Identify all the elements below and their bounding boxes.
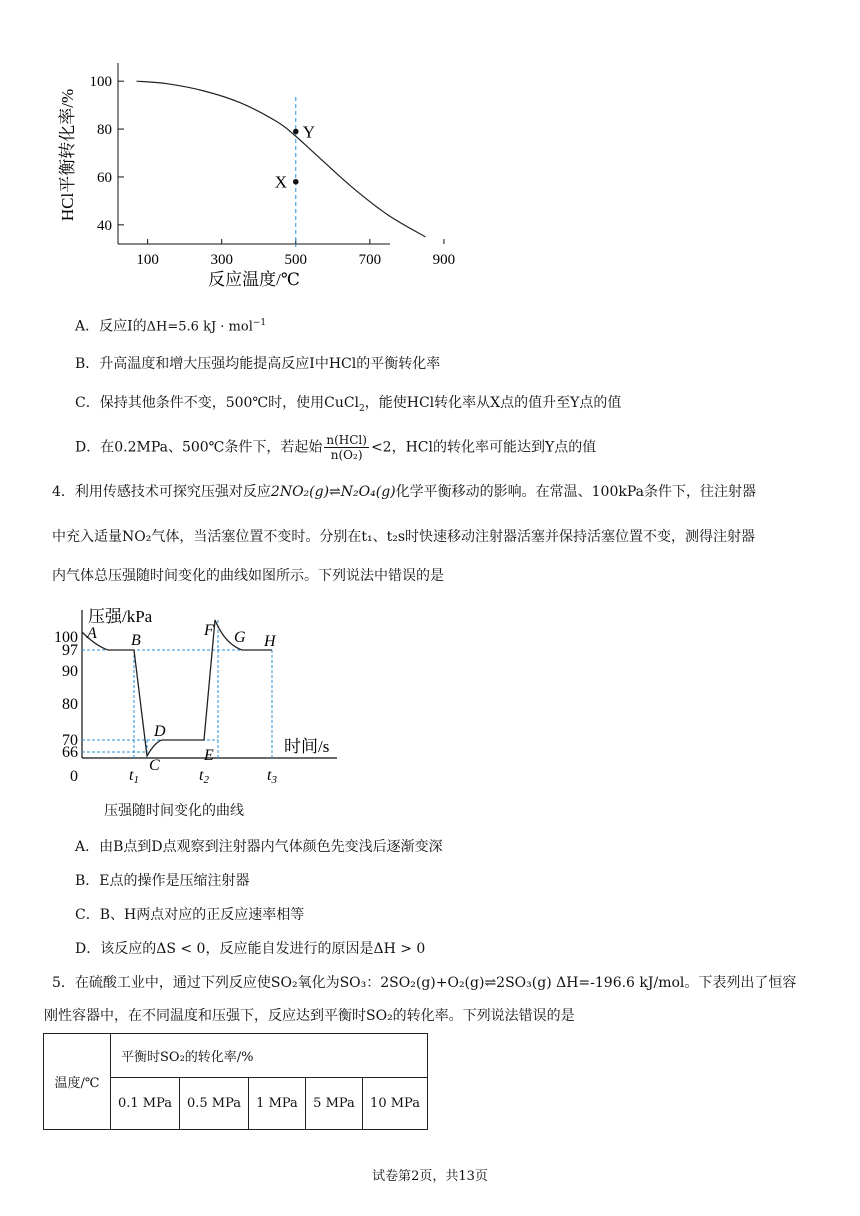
point-label-c: C [149,757,160,774]
y-tick-label: 40 [97,217,112,234]
option-d-suffix: <2，HCl的转化率可能达到Y点的值 [370,439,597,456]
column-header: 0.1 MPa [111,1078,180,1130]
q4-line1-prefix: 4．利用传感技术可探究压强对反应 [52,484,271,500]
y-tick-label: 100 [54,629,78,646]
option-d-fraction [324,433,369,462]
y-tick-label: 100 [89,74,112,91]
option-c-chem: CuCl [324,395,360,411]
q4-reaction: 2NO₂(g)⇌N₂O₄(g) [270,484,396,500]
column-header: 10 MPa [363,1078,428,1130]
point-label-h: H [264,633,276,650]
option-a-value: ΔH=5.6 kJ · mol [146,319,253,335]
column-header: 0.5 MPa [180,1078,249,1130]
x-tick-subscript: 2 [203,774,209,786]
x-tick-label: 300 [210,252,233,268]
x-tick-label: 500 [284,252,308,268]
x-tick-label: 700 [358,252,382,268]
y-tick-label: 97 [62,642,78,659]
q3-option-b: B．升高温度和增大压强均能提高反应Ⅰ中HCl的平衡转化率 [75,356,441,372]
chart2-xlabel: 时间/s [284,737,330,756]
column-header: 1 MPa [249,1078,306,1130]
point-label-g: G [234,629,246,646]
point-label-f: F [204,622,214,639]
x-tick-label: t3 [267,767,277,786]
q4-option-c: C．B、H两点对应的正反应速率相等 [75,907,305,923]
q5-line-2: 刚性容器中，在不同温度和压强下，反应达到平衡时SO₂的转化率。下列说法错误的是 [44,1008,575,1024]
q4-option-a: A．由B点到D点观察到注射器内气体颜色先变浅后逐渐变深 [75,839,443,855]
chart1-axes [118,63,390,244]
q4-line-1 [52,482,756,502]
hcl-conversion-chart [40,55,456,295]
point-label-b: B [131,632,141,649]
q3-option-d [75,433,596,462]
point-x [293,179,299,185]
q3-option-c [75,393,621,419]
q4-option-b: B．E点的操作是压缩注射器 [75,873,250,889]
q4-line1-suffix: 化学平衡移动的影响。在常温、100kPa条件下，往注射器 [395,484,756,500]
point-label-e: E [204,747,214,764]
option-c-prefix: C．保持其他条件不变，500℃时，使用 [75,395,325,411]
x-tick-label: t2 [199,767,209,786]
conversion-curve [137,81,426,237]
x-tick-subscript: 1 [133,774,139,786]
point-y [293,129,299,135]
option-d-prefix: D．在0.2MPa、500℃条件下，若起始 [75,439,323,456]
fraction-denominator: n(O₂) [330,448,363,462]
y-tick-label: 0 [70,768,78,785]
y-tick-label: 80 [97,122,112,139]
x-tick-label: 900 [432,252,456,268]
y-tick-label: 90 [62,663,78,680]
column-header: 5 MPa [306,1078,363,1130]
page-footer: 试卷第2页，共13页 [372,1169,488,1184]
chart1-ylabel: HCl平衡转化率/% [58,88,77,222]
y-tick-label: 66 [62,744,78,761]
q5-line-1: 5．在硫酸工业中，通过下列反应使SO₂氧化为SO₃：2SO₂(g)+O₂(g)⇌2SO₃(g) ΔH=-196.6 kJ/mol。下表列出了恒容 [52,975,797,991]
x-tick-subscript: 3 [271,774,277,786]
group-header-conversion: 平衡时SO₂的转化率/% [111,1034,428,1078]
q4-line-2: 中充入适量NO₂气体，当活塞位置不变时。分别在t₁、t₂s时快速移动注射器活塞并保持活塞位置不变，测得注射器 [52,529,755,545]
row-header-temperature: 温度/℃ [44,1034,111,1130]
option-c-suffix: ，能使HCl转化率从X点的值升至Y点的值 [364,395,622,411]
option-c-sub: 2 [359,403,365,414]
option-a-sup: −1 [252,318,267,328]
chart2-ylabel: 压强/kPa [88,607,153,626]
y-tick-label: 70 [62,732,78,749]
fraction-numerator: n(HCl) [326,433,367,447]
chart1-xlabel: 反应温度/℃ [208,270,300,289]
x-tick-label: t1 [129,767,139,786]
y-tick-label: 60 [97,169,112,186]
option-a-prefix: A．反应Ⅰ的 [75,318,147,335]
y-tick-label: 80 [62,696,78,713]
q4-line-3: 内气体总压强随时间变化的曲线如图所示。下列说法中错误的是 [52,568,444,584]
pressure-time-chart [52,600,342,792]
point-label-d: D [154,723,166,740]
chart2-caption: 压强随时间变化的曲线 [104,803,244,819]
q3-option-a [75,313,266,338]
point-label-x: X [274,172,288,192]
point-label-y: Y [302,122,316,142]
x-tick-label: 100 [136,252,159,268]
point-label-a: A [87,625,97,642]
so2-conversion-table [43,1033,428,1130]
q4-option-d: D．该反应的ΔS < 0，反应能自发进行的原因是ΔH > 0 [75,941,426,957]
